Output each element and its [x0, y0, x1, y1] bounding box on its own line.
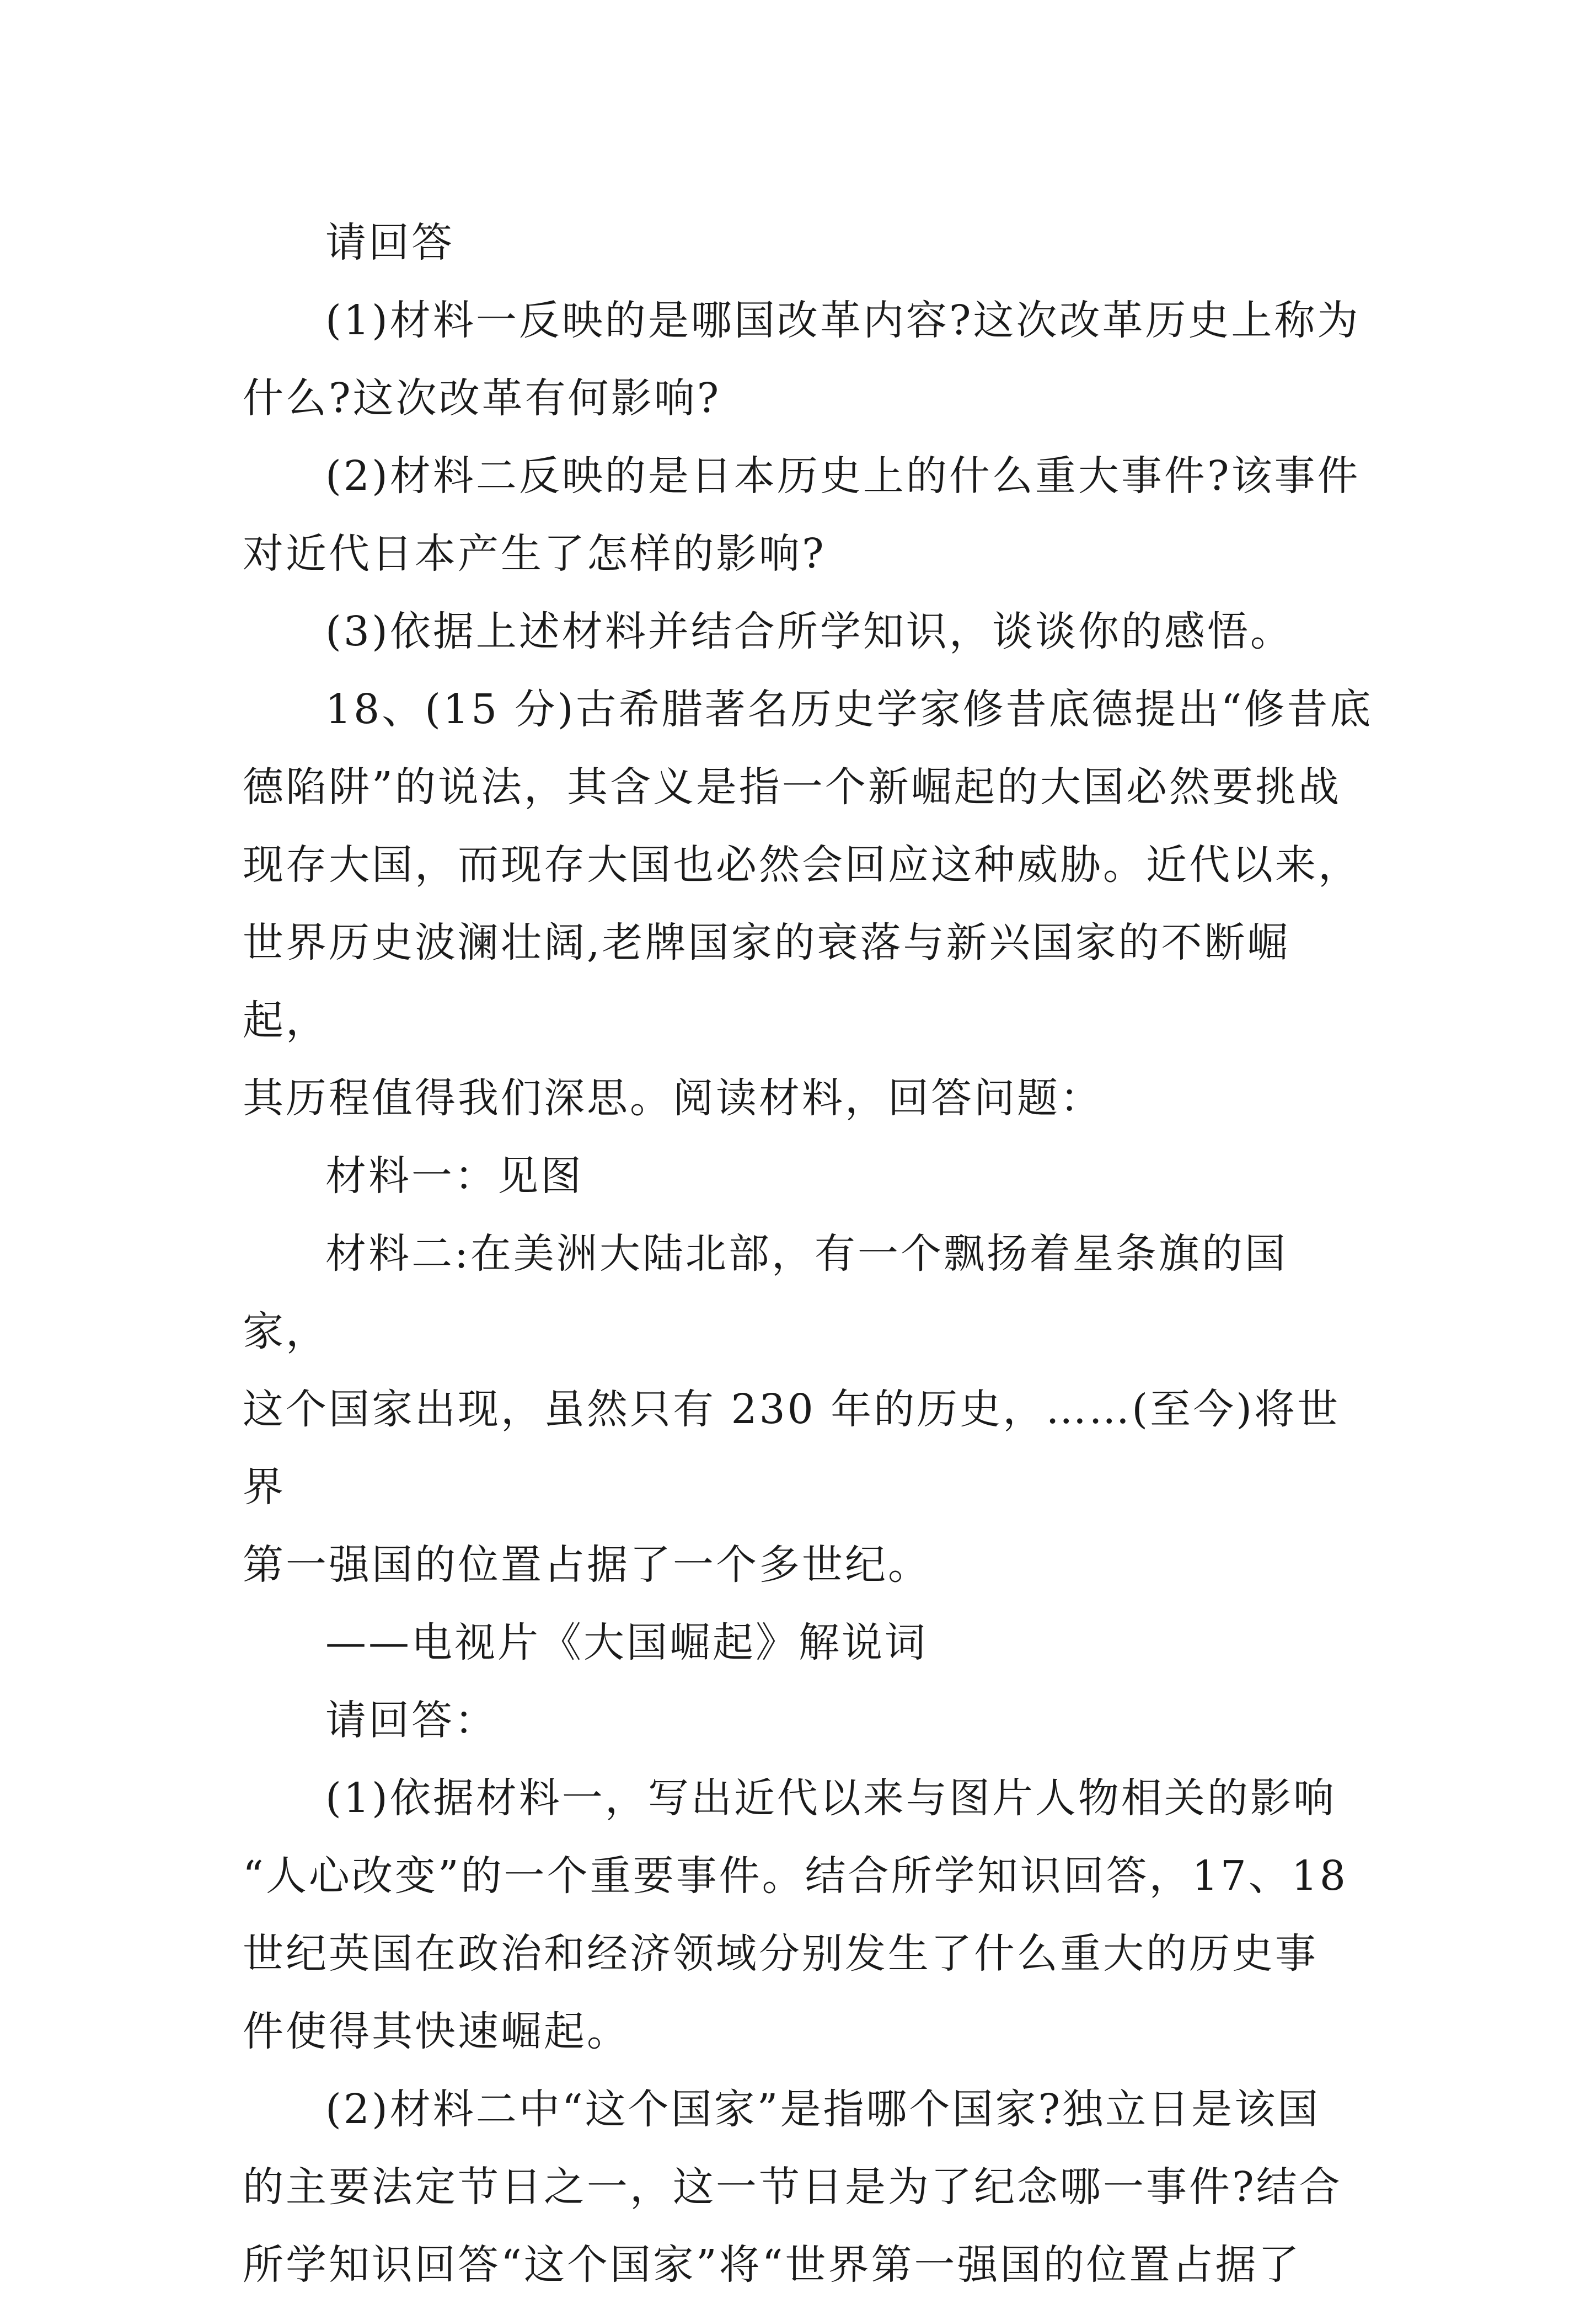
text-line: 所学知识回答“这个国家”将“世界第一强国的位置占据了 [243, 2241, 1302, 2289]
text-line: 德陷阱”的说法，其含义是指一个新崛起的大国必然要挑战 [243, 763, 1341, 811]
text-line: 什么?这次改革有何影响? [243, 375, 721, 422]
text-line: (1)材料一反映的是哪国改革内容?这次改革历史上称为 [325, 297, 1361, 344]
text-line: 材料二:在美洲大陆北部，有一个飘扬着星条旗的国家， [243, 1230, 1288, 1355]
text-line: 对近代日本产生了怎样的影响? [243, 530, 826, 578]
text-line: 其历程值得我们深思。阅读材料，回答问题： [243, 1075, 1103, 1122]
text-line: 材料一：见图 [325, 1152, 583, 1200]
text-line: (1)依据材料一，写出近代以来与图片人物相关的影响 [325, 1774, 1336, 1822]
text-line: 件使得其快速崛起。 [243, 2008, 630, 2055]
text-line: (2)材料二反映的是日本历史上的什么重大事件?该事件 [325, 452, 1361, 500]
text-line: 世纪英国在政治和经济领域分别发生了什么重大的历史事 [243, 1930, 1318, 1977]
text-line: ——电视片《大国崛起》解说词 [325, 1619, 928, 1666]
text-line: 现存大国，而现存大国也必然会回应这种威胁。近代以来， [243, 841, 1361, 889]
text-line: 这个国家出现，虽然只有 230 年的历史，……(至今)将世界 [243, 1386, 1341, 1511]
text-line: 世界历史波澜壮阔,老牌国家的衰落与新兴国家的不断崛起， [243, 919, 1290, 1044]
text-line: 第一强国的位置占据了一个多世纪。 [243, 1541, 931, 1589]
document-body [243, 204, 1373, 2304]
text-line: 18、(15 分)古希腊著名历史学家修昔底德提出“修昔底 [325, 686, 1373, 733]
text-line: 请回答 [325, 219, 454, 266]
text-line: (3)依据上述材料并结合所学知识，谈谈你的感悟。 [325, 608, 1293, 655]
text-line: (2)材料二中“这个国家”是指哪个国家?独立日是该国 [325, 2086, 1321, 2133]
text-line: 的主要法定节日之一，这一节日是为了纪念哪一事件?结合 [243, 2163, 1342, 2211]
text-line: 请回答： [325, 1697, 497, 1744]
text-line: “人心改变”的一个重要事件。结合所学知识回答，17、18 [243, 1852, 1348, 1900]
